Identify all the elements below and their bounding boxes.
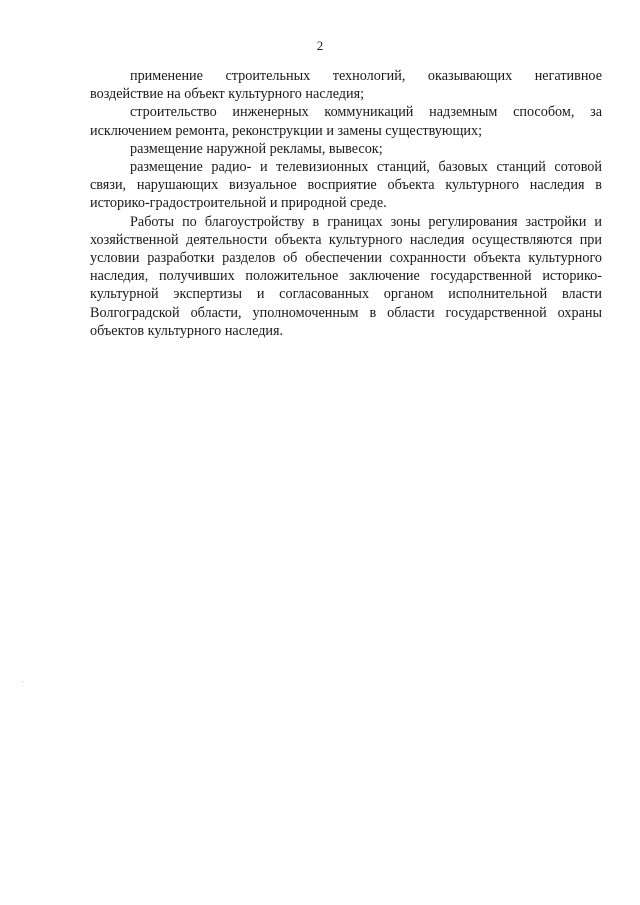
paragraph-outdoor-advertising: размещение наружной рекламы, вывесок;	[130, 140, 383, 157]
page-number: 2	[316, 38, 324, 53]
document-body	[90, 67, 602, 340]
paragraph-radio-tv-stations: размещение радио- и телевизионных станций, базовых станций сотовой связи, нарушающих визуальное восприятие объекта культурного наследия в историко-градостроительной и природной среде.	[90, 159, 602, 212]
paragraph-engineering-communications: строительство инженерных коммуникаций надземным способом, за исключением ремонта, реконструкции и замены существующих;	[90, 104, 602, 139]
scan-speck	[22, 681, 23, 682]
paragraph-negative-technologies: применение строительных технологий, оказывающих негативное воздействие на объект культурного наследия;	[90, 68, 602, 103]
paragraph-landscaping-works: Работы по благоустройству в границах зоны регулирования застройки и хозяйственной деятельности объекта культурного наследия осуществляются при условии разработки разделов об обеспечении сохранности объекта культурного наследия, получивших положительное заключение государственной историко-культурной экспертизы и согласованных органом исполнительной власти Волгоградской области, уполномоченным в области государственной охраны объектов культурного наследия.	[90, 213, 602, 339]
